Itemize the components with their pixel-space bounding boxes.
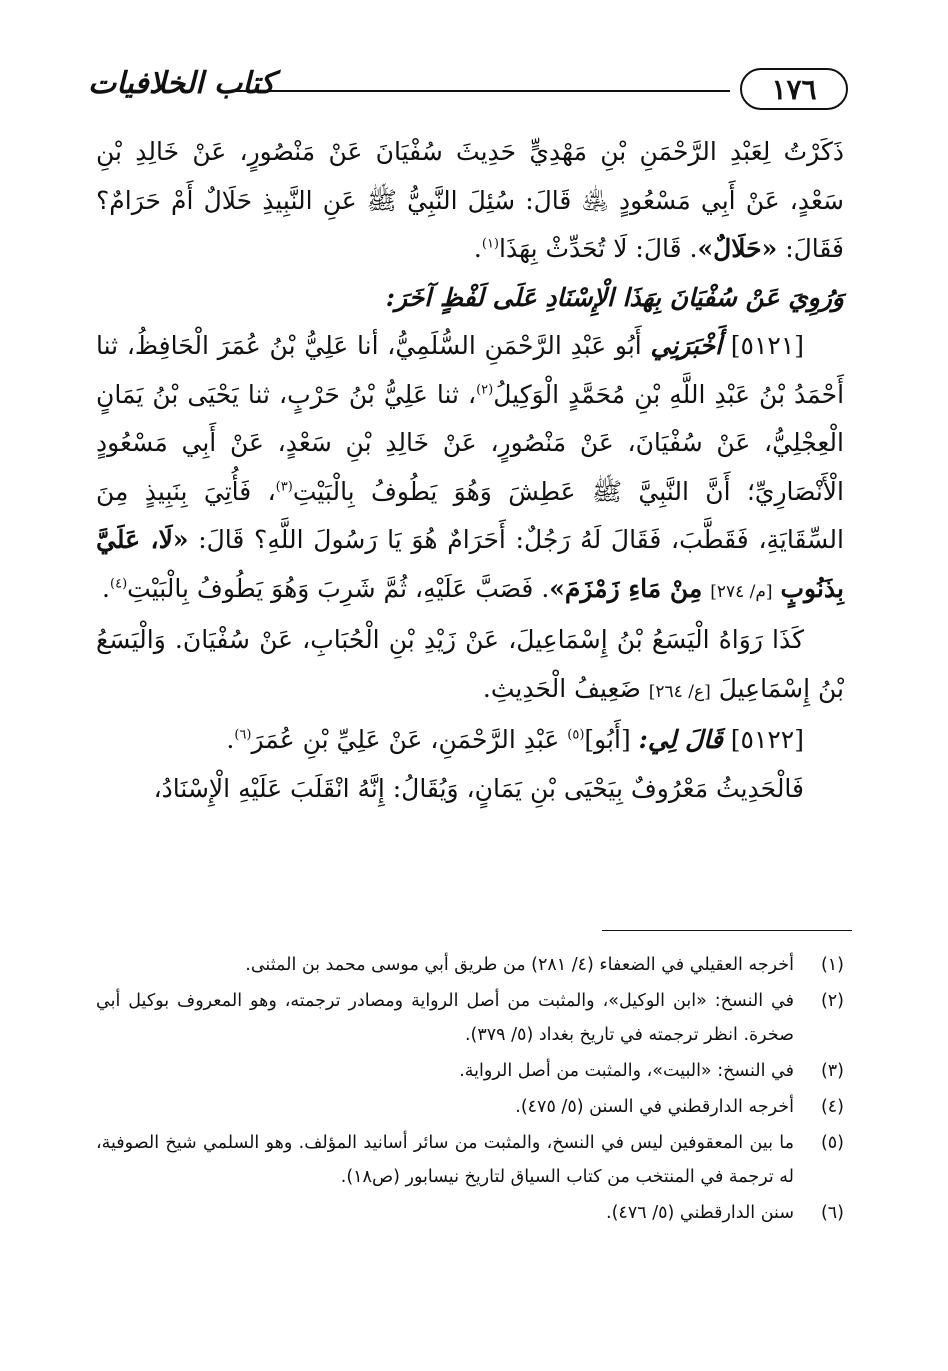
footnote-text: في النسخ: «البيت»، والمثبت من أصل الرواية. (459, 1061, 794, 1081)
manuscript-marker: [م/ ٢٧٤] (710, 581, 773, 602)
footnote-2 (96, 984, 844, 1052)
text-run: ذَكَرْتُ لِعَبْدِ الرَّحْمَنِ بْنِ مَهْدِيٍّ حَدِيثَ سُفْيَانَ عَنْ مَنْصُورٍ، عَنْ خَالِدِ بْنِ سَعْدٍ، عَنْ أَبِي مَسْعُودٍ ﵁ قَالَ: سُئِلَ النَّبِيُّ ﷺ عَنِ النَّبِيذِ حَلَالٌ أَمْ حَرَامٌ؟ فَقَالَ: (96, 137, 844, 263)
footnote-ref[interactable]: (١) (481, 236, 499, 252)
footnote-ref[interactable]: (٤) (110, 576, 128, 592)
text-run: ، فَأُتِيَ بِنَبِيذٍ مِنَ السِّقَايَةِ، فَقَطَّبَ، فَقَالَ لَهُ رَجُلٌ: أَحَرَامٌ هُوَ يَا رَسُولَ اللَّهِ؟ قَالَ: (96, 476, 844, 554)
footnote-number: (٤) (820, 1097, 844, 1117)
main-text (96, 128, 844, 813)
footnote-1 (96, 948, 844, 982)
footnotes (96, 948, 844, 1232)
paragraph-6: فَالْحَدِيثُ مَعْرُوفٌ بِيَحْيَى بْنِ يَمَانٍ، وَيُقَالُ: إِنَّهُ انْقَلَبَ عَلَيْهِ الْإِسْنَادُ، (153, 773, 804, 803)
narration-keyword: أَخْبَرَنِي (650, 331, 723, 360)
text-run: . قَالَ: لَا تُحَدِّثْ بِهَذَا (499, 234, 698, 263)
footnote-number: (٦) (820, 1203, 844, 1223)
footnote-text: سنن الدارقطني (٥/ ٤٧٦). (606, 1203, 794, 1223)
paragraph-4 (96, 616, 844, 716)
hadith-number: [٥١٢٢] (730, 725, 804, 754)
text-run: ضَعِيفُ الْحَدِيثِ. (482, 673, 641, 703)
hadith-quote: «حَلَالٌ» (697, 234, 778, 263)
text-run: كَذَا رَوَاهُ الْيَسَعُ بْنُ إِسْمَاعِيلَ، عَنْ زَيْدِ بْنِ الْحُبَابِ، عَنْ سُفْيَانَ. وَالْيَسَعُ بْنُ إِسْمَاعِيلَ (96, 625, 844, 703)
footnote-number: (٥) (820, 1133, 844, 1153)
footnote-ref[interactable]: (٦) (234, 727, 252, 743)
section-heading: وَرُوِيَ عَنْ سُفْيَانَ بِهَذَا الْإِسْنَادِ عَلَى لَفْظٍ آخَرَ: (385, 282, 844, 312)
page-number: ١٧٦ (740, 68, 848, 110)
footnote-3 (96, 1054, 844, 1088)
footnote-text: أخرجه الدارقطني في السنن (٥/ ٤٧٥). (515, 1097, 794, 1117)
footnote-ref[interactable]: (٥) (567, 727, 585, 743)
footnote-separator (602, 930, 852, 931)
footnote-ref[interactable]: (٣) (275, 479, 293, 495)
page-header (88, 62, 848, 122)
text-run: . (226, 725, 235, 754)
footnote-4 (96, 1090, 844, 1124)
footnote-number: (٢) (820, 991, 844, 1011)
footnote-number: (٣) (820, 1061, 844, 1081)
footnote-number: (١) (820, 955, 844, 975)
header-rule (236, 90, 730, 92)
text-run: [أَبُو] (584, 725, 639, 754)
narration-keyword: قَالَ لِي: (638, 725, 723, 754)
text-run: . (102, 573, 110, 603)
text-run: . فَصَبَّ عَلَيْهِ، ثُمَّ شَرِبَ وَهُوَ يَطُوفُ بِالْبَيْتِ (127, 573, 550, 603)
footnote-text: أخرجه العقيلي في الضعفاء (٤/ ٢٨١) من طريق أبي موسى محمد بن المثنى. (245, 955, 794, 975)
text-run: . (473, 234, 482, 263)
hadith-number: [٥١٢١] (730, 331, 805, 360)
footnote-ref[interactable]: (٢) (476, 382, 494, 398)
text-run: عَبْدِ الرَّحْمَنِ، عَنْ عَلِيِّ بْنِ عُمَرَ (251, 725, 568, 754)
footnote-6 (96, 1196, 844, 1230)
text-run: ، ثنا عَلِيُّ بْنُ حَرْبٍ، ثنا يَحْيَى بْنُ يَمَانٍ الْعِجْلِيُّ، عَنْ سُفْيَانَ، عَنْ مَنْصُورٍ، عَنْ خَالِدِ بْنِ سَعْدٍ، عَنْ أَبِي مَسْعُودٍ الْأَنْصَارِيِّ؛ أَنَّ النَّبِيَّ ﷺ عَطِشَ وَهُوَ يَطُوفُ بِالْبَيْتِ (96, 379, 844, 506)
footnote-text: ما بين المعقوفين ليس في النسخ، والمثبت من سائر أسانيد المؤلف. وهو السلمي شيخ الصوفية، له ترجمة في المنتخب من كتاب السياق لتاريخ نيسابور (ص١٨). (96, 1133, 794, 1187)
hadith-quote: مِنْ مَاءِ زَمْزَمَ» (549, 573, 703, 603)
manuscript-marker: [ع/ ٢٦٤] (648, 681, 711, 702)
paragraph-5122 (96, 716, 844, 765)
book-title: كتاب الخلافيات (88, 66, 275, 101)
text-run: أَبُو عَبْدِ الرَّحْمَنِ السُّلَمِيُّ، أنا عَلِيُّ بْنُ عُمَرَ الْحَافِظُ، ثنا أَحْمَدُ بْنُ عَبْدِ اللَّهِ بْنِ مُحَمَّدٍ الْوَكِيلُ (96, 331, 845, 409)
hadith-quote: «لَا، عَلَيَّ بِذَنُوبٍ (96, 525, 844, 603)
footnote-text: في النسخ: «ابن الوكيل»، والمثبت من أصل الرواية ومصادر ترجمته، وهو المعروف بوكيل أبي صخرة. انظر ترجمته في تاريخ بغداد (٥/ ٣٧٩). (96, 991, 794, 1045)
footnote-5 (96, 1126, 844, 1194)
paragraph-5121 (96, 322, 844, 616)
paragraph-1 (96, 128, 844, 274)
